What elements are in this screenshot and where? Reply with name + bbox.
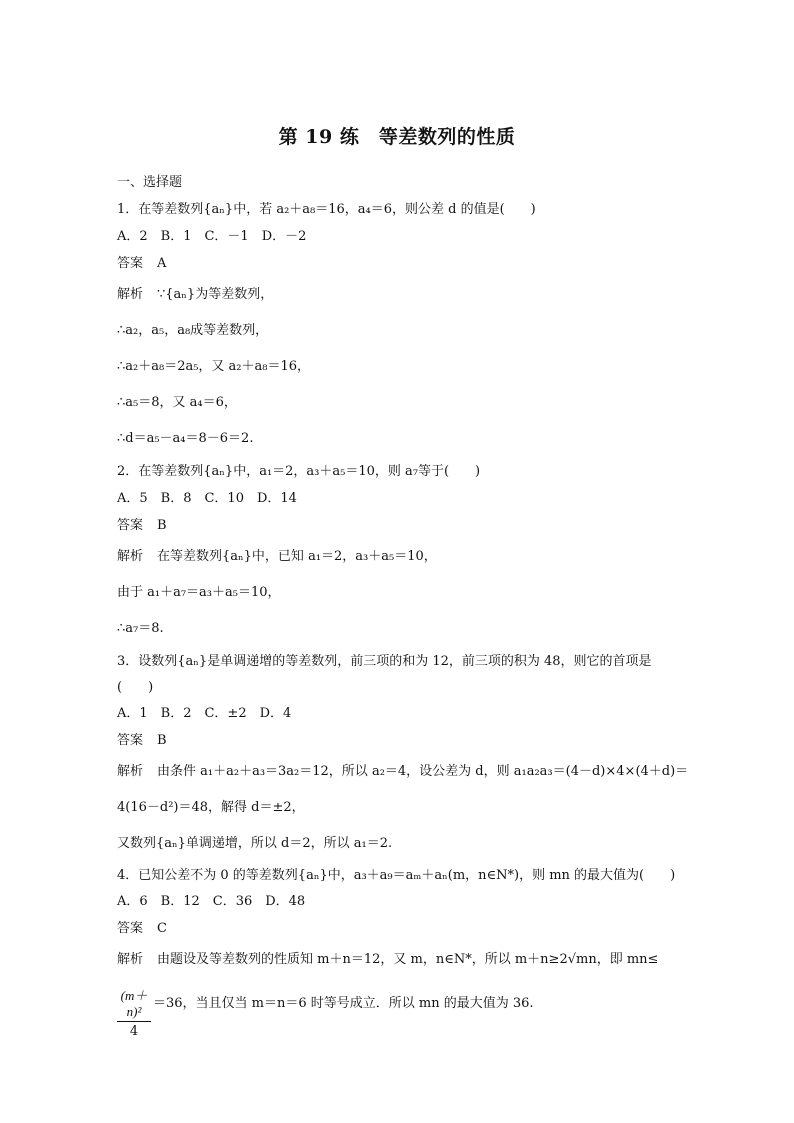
- q2-answer: [117, 517, 684, 535]
- q2-analysis-3: ∴a₇＝8.: [117, 621, 164, 636]
- q1-answer: [117, 255, 684, 273]
- q1-analysis-3: ∴a₂＋a₈＝2a₅，又 a₂＋a₈＝16，: [117, 359, 311, 374]
- answer-value: A: [157, 256, 167, 271]
- q4-analysis-2: ＝36，当且仅当 m＝n＝6 时等号成立．所以 mn 的最大值为 36.: [153, 996, 534, 1011]
- q1-options: A．2 B．1 C．－1 D．－2: [117, 229, 307, 244]
- answer-label: 答案: [117, 518, 144, 533]
- q1-analysis-4: ∴a₅＝8，又 a₄＝6，: [117, 395, 237, 410]
- answer-label: 答案: [117, 256, 144, 271]
- q3-stem-line2: ( ): [117, 680, 154, 695]
- q2-stem: 2．在等差数列{aₙ}中，a₁＝2，a₃＋a₅＝10，则 a₇等于( ): [117, 464, 481, 479]
- analysis-step: 在等差数列{aₙ}中，已知 a₁＝2，a₃＋a₅＝10，: [157, 549, 437, 564]
- analysis-label: 解析: [117, 764, 144, 779]
- fraction: [117, 985, 151, 1039]
- analysis-label: 解析: [117, 549, 144, 564]
- analysis-label: 解析: [117, 287, 144, 302]
- answer-value: B: [157, 733, 167, 748]
- fraction-numerator: (m＋n)²: [117, 985, 151, 1022]
- q1-analysis-1: [117, 286, 684, 304]
- q2-analysis-1: [117, 548, 684, 566]
- q4-options: A．6 B．12 C．36 D．48: [117, 894, 306, 909]
- q1-analysis-5: ∴d＝a₅－a₄＝8－6＝2.: [117, 431, 254, 446]
- q3-analysis-3: 又数列{aₙ}单调递增，所以 d＝2，所以 a₁＝2.: [117, 836, 393, 851]
- analysis-step: 由条件 a₁＋a₂＋a₃＝3a₂＝12，所以 a₂＝4，设公差为 d，则 a₁a₂a₃＝(4－d)×4×(4＋d)＝: [157, 764, 689, 779]
- q2-analysis-2: 由于 a₁＋a₇＝a₃＋a₅＝10，: [117, 585, 281, 600]
- analysis-step: 由题设及等差数列的性质知 m＋n＝12，又 m，n∈N*，所以 m＋n≥2√mn，即 mn≤: [157, 952, 659, 967]
- q3-answer: [117, 732, 684, 750]
- answer-value: B: [157, 518, 167, 533]
- section-heading: 一、选择题: [117, 175, 183, 190]
- q4-analysis-1: [117, 951, 684, 969]
- q3-analysis-1: [117, 763, 689, 781]
- answer-value: C: [157, 921, 167, 936]
- answer-label: 答案: [117, 921, 144, 936]
- fraction-denominator: 4: [129, 1024, 139, 1039]
- analysis-label: 解析: [117, 952, 144, 967]
- q3-analysis-2: 4(16－d²)＝48，解得 d＝±2，: [117, 800, 305, 815]
- page-title: 第 19 练 等差数列的性质: [278, 126, 516, 148]
- analysis-step: ∵{aₙ}为等差数列，: [157, 287, 274, 302]
- q4-stem: 4．已知公差不为 0 的等差数列{aₙ}中，a₃＋a₉＝aₘ＋aₙ(m，n∈N*)，则 mn 的最大值为( ): [117, 868, 676, 883]
- q1-analysis-2: ∴a₂，a₅，a₈成等差数列，: [117, 323, 269, 338]
- answer-label: 答案: [117, 733, 144, 748]
- q2-options: A．5 B．8 C．10 D．14: [117, 491, 297, 506]
- q3-stem-line1: 3．设数列{aₙ}是单调递增的等差数列，前三项的和为 12，前三项的积为 48，则它的首项是: [117, 654, 652, 669]
- q3-options: A．1 B．2 C．±2 D．4: [117, 706, 292, 721]
- q1-stem: 1．在等差数列{aₙ}中，若 a₂＋a₈＝16，a₄＝6，则公差 d 的值是( ): [117, 202, 536, 217]
- q4-answer: [117, 920, 684, 938]
